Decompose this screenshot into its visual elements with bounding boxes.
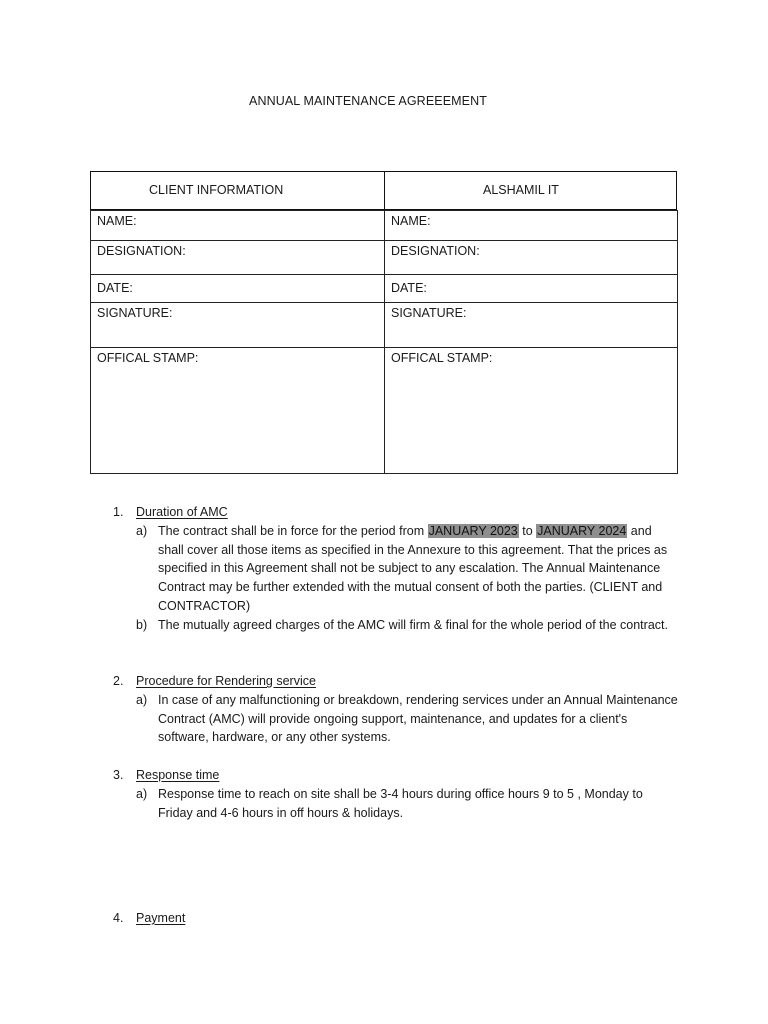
table-header-label: ALSHAMIL IT — [483, 183, 559, 197]
table-header-label: CLIENT INFORMATION — [149, 183, 284, 197]
field-label-signature: SIGNATURE: — [391, 306, 467, 320]
item-letter: a) — [136, 787, 148, 801]
table-cell — [90, 302, 385, 348]
field-label-stamp: OFFICAL STAMP: — [391, 351, 493, 365]
table-cell — [90, 274, 385, 303]
field-label-stamp: OFFICAL STAMP: — [97, 351, 199, 365]
item-text-part: to — [518, 524, 537, 538]
section-number: 1. — [113, 505, 124, 519]
section-number: 4. — [113, 911, 124, 925]
item-letter: b) — [136, 618, 148, 632]
item-text: Response time to reach on site shall be 3-4 hours during office hours 9 to 5 , Monday to Friday and 4-6 hours in off hours & holidays. — [158, 787, 643, 820]
item-text: In case of any malfunctioning or breakdown, rendering services under an Annual Maintenance Contract (AMC) will provide ongoing support, maintenance, and updates for a client's software, hardware, or any other systems. — [158, 693, 678, 745]
field-label-date: DATE: — [97, 281, 133, 295]
section-title: Procedure for Rendering service — [136, 674, 316, 688]
field-label-signature: SIGNATURE: — [97, 306, 173, 320]
table-cell — [384, 274, 678, 303]
table-cell — [90, 347, 385, 474]
table-cell — [384, 347, 678, 474]
section-procedure — [0, 672, 768, 752]
item-text-part: and shall cover all those items as specified in the Annexure to this agreement. That the prices as specified in this Agreement shall not be subject to any escalation. The Annual Maintenance Contract may be further extended with the mutual consent of both the parties. (CLIENT and CONTRACTOR) — [158, 524, 668, 613]
section-title: Response time — [136, 768, 220, 782]
table-cell — [90, 210, 385, 241]
item-letter: a) — [136, 524, 148, 538]
field-label-date: DATE: — [391, 281, 427, 295]
field-label-designation: DESIGNATION: — [97, 244, 186, 258]
item-text: The mutually agreed charges of the AMC will firm & final for the whole period of the contract. — [158, 618, 668, 632]
table-header-company — [384, 171, 677, 210]
table-cell — [90, 240, 385, 275]
document-title: ANNUAL MAINTENANCE AGREEEMENT — [249, 94, 487, 108]
table-cell — [384, 240, 678, 275]
info-table — [90, 171, 678, 474]
section-number: 3. — [113, 768, 124, 782]
table-cell — [384, 302, 678, 348]
item-text — [158, 522, 678, 616]
field-label-name: NAME: — [391, 214, 431, 228]
item-letter: a) — [136, 693, 148, 707]
section-title: Payment — [136, 911, 186, 925]
section-title: Duration of AMC — [136, 505, 228, 519]
field-label-name: NAME: — [97, 214, 137, 228]
section-response-time — [0, 766, 768, 826]
highlighted-end-date: JANUARY 2024 — [537, 524, 627, 538]
highlighted-start-date: JANUARY 2023 — [428, 524, 518, 538]
field-label-designation: DESIGNATION: — [391, 244, 480, 258]
section-number: 2. — [113, 674, 124, 688]
section-payment — [0, 909, 768, 929]
section-duration — [0, 503, 768, 653]
table-header-client — [90, 171, 385, 210]
item-text-part: The contract shall be in force for the period from — [158, 524, 428, 538]
table-cell — [384, 210, 678, 241]
